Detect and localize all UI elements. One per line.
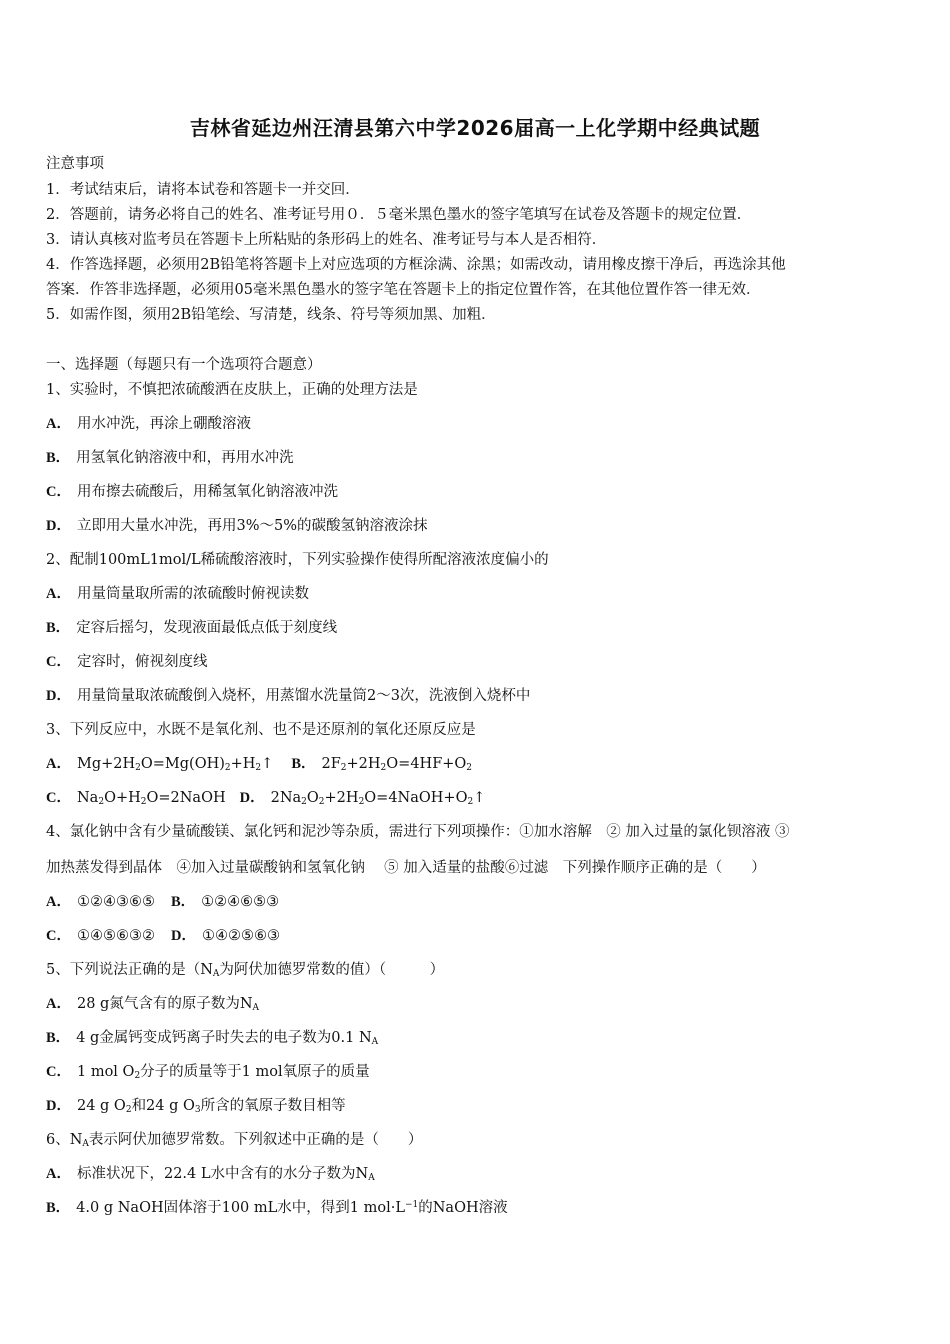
- question-4-stem-line-2: 加热蒸发得到晶体 ④加入过量碳酸钠和氢氧化钠 ⑤ 加入适量的盐酸⑥过滤 下列操作顺序正确的是（ ）: [46, 860, 766, 876]
- option-text: 立即用大量水冲洗，再用3%～5%的碳酸氢钠溶液涂抹: [76, 518, 428, 534]
- question-1-option-a: [46, 412, 914, 433]
- option-text: 标准状况下，22.4 L水中含有的水分子数为$N_A$: [76, 1166, 375, 1183]
- question-1-option-b: [46, 446, 914, 467]
- option-label: B．: [46, 1030, 71, 1046]
- option-label: D．: [170, 928, 196, 944]
- equation-b: $2F_2+2H_2O=4HF+O_2$: [321, 756, 473, 773]
- question-1-option-d: [46, 514, 914, 535]
- question-1-stem: 1、实验时，不慎把浓硫酸洒在皮肤上，正确的处理方法是: [46, 382, 418, 398]
- notice-item-2: 2．答题前，请务必将自己的姓名、准考证号用０．５毫米黑色墨水的签字笔填写在试卷及答题卡的规定位置．: [46, 207, 752, 223]
- exam-title: 吉林省延边州汪清县第六中学2026届高一上化学期中经典试题: [189, 116, 761, 140]
- notice-item-4: 4．作答选择题，必须用2B铅笔将答题卡上对应选项的方框涂满、涂黑；如需改动，请用橡皮擦干净后，再选涂其他: [46, 257, 786, 273]
- question-6-option-a: [46, 1162, 914, 1183]
- option-label: A．: [46, 1166, 71, 1182]
- question-5-stem: 5、下列说法正确的是（$N_A$为阿伏加德罗常数的值）（ ）: [46, 962, 445, 979]
- option-text: 24 g $O_2$和24 g $O_3$所含的氧原子数目相等: [76, 1098, 346, 1115]
- option-text: ①②④③⑥⑤: [76, 894, 155, 910]
- option-text: 定容后摇匀，发现液面最低点低于刻度线: [76, 620, 338, 636]
- option-text: ①④⑤⑥③②: [76, 928, 155, 944]
- option-text: 用量筒量取所需的浓硫酸时俯视读数: [76, 586, 309, 602]
- option-label: B．: [170, 894, 196, 910]
- option-label: A．: [46, 894, 71, 910]
- option-label: D．: [46, 1098, 71, 1114]
- option-text: ①②④⑥⑤③: [201, 894, 280, 910]
- question-4-stem-line-1: 4、氯化钠中含有少量硫酸镁、氯化钙和泥沙等杂质，需进行下列项操作：①加水溶解 ② 加入过量的氯化钡溶液 ③: [46, 824, 790, 840]
- option-text: 定容时，俯视刻度线: [76, 654, 208, 670]
- option-label: C．: [46, 654, 71, 670]
- option-text: 28 g氮气含有的原子数为$N_A$: [76, 996, 260, 1013]
- option-label: A．: [46, 416, 71, 432]
- option-text: 4 g金属钙变成钙离子时失去的电子数为0.1 $N_A$: [76, 1030, 379, 1047]
- question-3-options-cd: [46, 786, 914, 807]
- notice-item-4-cont: 答案．作答非选择题，必须用05毫米黑色墨水的签字笔在答题卡上的指定位置作答，在其他位置作答一律无效．: [46, 282, 761, 298]
- question-1-option-c: [46, 480, 914, 501]
- option-label: C．: [46, 928, 71, 944]
- option-label: C．: [46, 484, 71, 500]
- section-heading: 一、选择题（每题只有一个选项符合题意）: [46, 357, 322, 373]
- option-label: B．: [46, 620, 71, 636]
- question-6-option-b: [46, 1196, 914, 1217]
- question-2-option-d: [46, 684, 914, 705]
- question-4-options-cd: [46, 924, 914, 945]
- equation-c: $Na_2O+H_2O=2NaOH$: [76, 790, 226, 807]
- option-text: 1 mol $O_2$分子的质量等于1 mol氧原子的质量: [76, 1064, 370, 1081]
- option-label: C．: [46, 1064, 71, 1080]
- option-label: B．: [46, 450, 71, 466]
- option-label: A．: [46, 756, 71, 772]
- option-label: A．: [46, 996, 71, 1012]
- question-5-option-a: [46, 992, 914, 1013]
- question-2-option-b: [46, 616, 914, 637]
- question-5-option-b: [46, 1026, 914, 1047]
- question-2-option-c: [46, 650, 914, 671]
- option-label: B．: [46, 1200, 71, 1216]
- notice-item-3: 3．请认真核对监考员在答题卡上所粘贴的条形码上的姓名、准考证号与本人是否相符．: [46, 232, 607, 248]
- question-5-option-d: [46, 1094, 914, 1115]
- option-text: 用氢氧化钠溶液中和，再用水冲洗: [76, 450, 294, 466]
- question-6-stem: 6、$N_A$表示阿伏加德罗常数。下列叙述中正确的是（ ）: [46, 1132, 423, 1149]
- question-3-options-ab: [46, 752, 914, 773]
- option-label: D．: [46, 518, 71, 534]
- option-text: 用量筒量取浓硫酸倒入烧杯，用蒸馏水洗量筒2～3次，洗液倒入烧杯中: [76, 688, 531, 704]
- notice-item-1: 1．考试结束后，请将本试卷和答题卡一并交回．: [46, 182, 360, 198]
- question-2-option-a: [46, 582, 914, 603]
- option-label: A．: [46, 586, 71, 602]
- option-text: ①④②⑤⑥③: [201, 928, 280, 944]
- option-text: 4.0 g NaOH固体溶于100 mL水中，得到1 $mol\cdot L^{-1}$的NaOH溶液: [76, 1200, 508, 1216]
- option-label: B．: [291, 756, 316, 772]
- equation-a: $Mg+2H_2O=Mg(OH)_2+H_2↑$: [76, 756, 274, 773]
- question-3-stem: 3、下列反应中，水既不是氧化剂、也不是还原剂的氧化还原反应是: [46, 722, 476, 738]
- question-4-options-ab: [46, 890, 914, 911]
- question-5-option-c: [46, 1060, 914, 1081]
- option-label: C．: [46, 790, 71, 806]
- equation-d: $2Na_2O_2+2H_2O=4NaOH+O_2↑$: [270, 790, 486, 807]
- option-label: D．: [239, 790, 265, 806]
- option-text: 用布擦去硫酸后，用稀氢氧化钠溶液冲洗: [76, 484, 338, 500]
- notice-item-5: 5．如需作图，须用2B铅笔绘、写清楚，线条、符号等须加黑、加粗．: [46, 307, 496, 323]
- option-label: D．: [46, 688, 71, 704]
- question-2-stem: 2、配制100mL1mol/L稀硫酸溶液时，下列实验操作使得所配溶液浓度偏小的: [46, 552, 549, 568]
- option-text: 用水冲洗，再涂上硼酸溶液: [76, 416, 251, 432]
- notice-heading: 注意事项: [46, 156, 104, 172]
